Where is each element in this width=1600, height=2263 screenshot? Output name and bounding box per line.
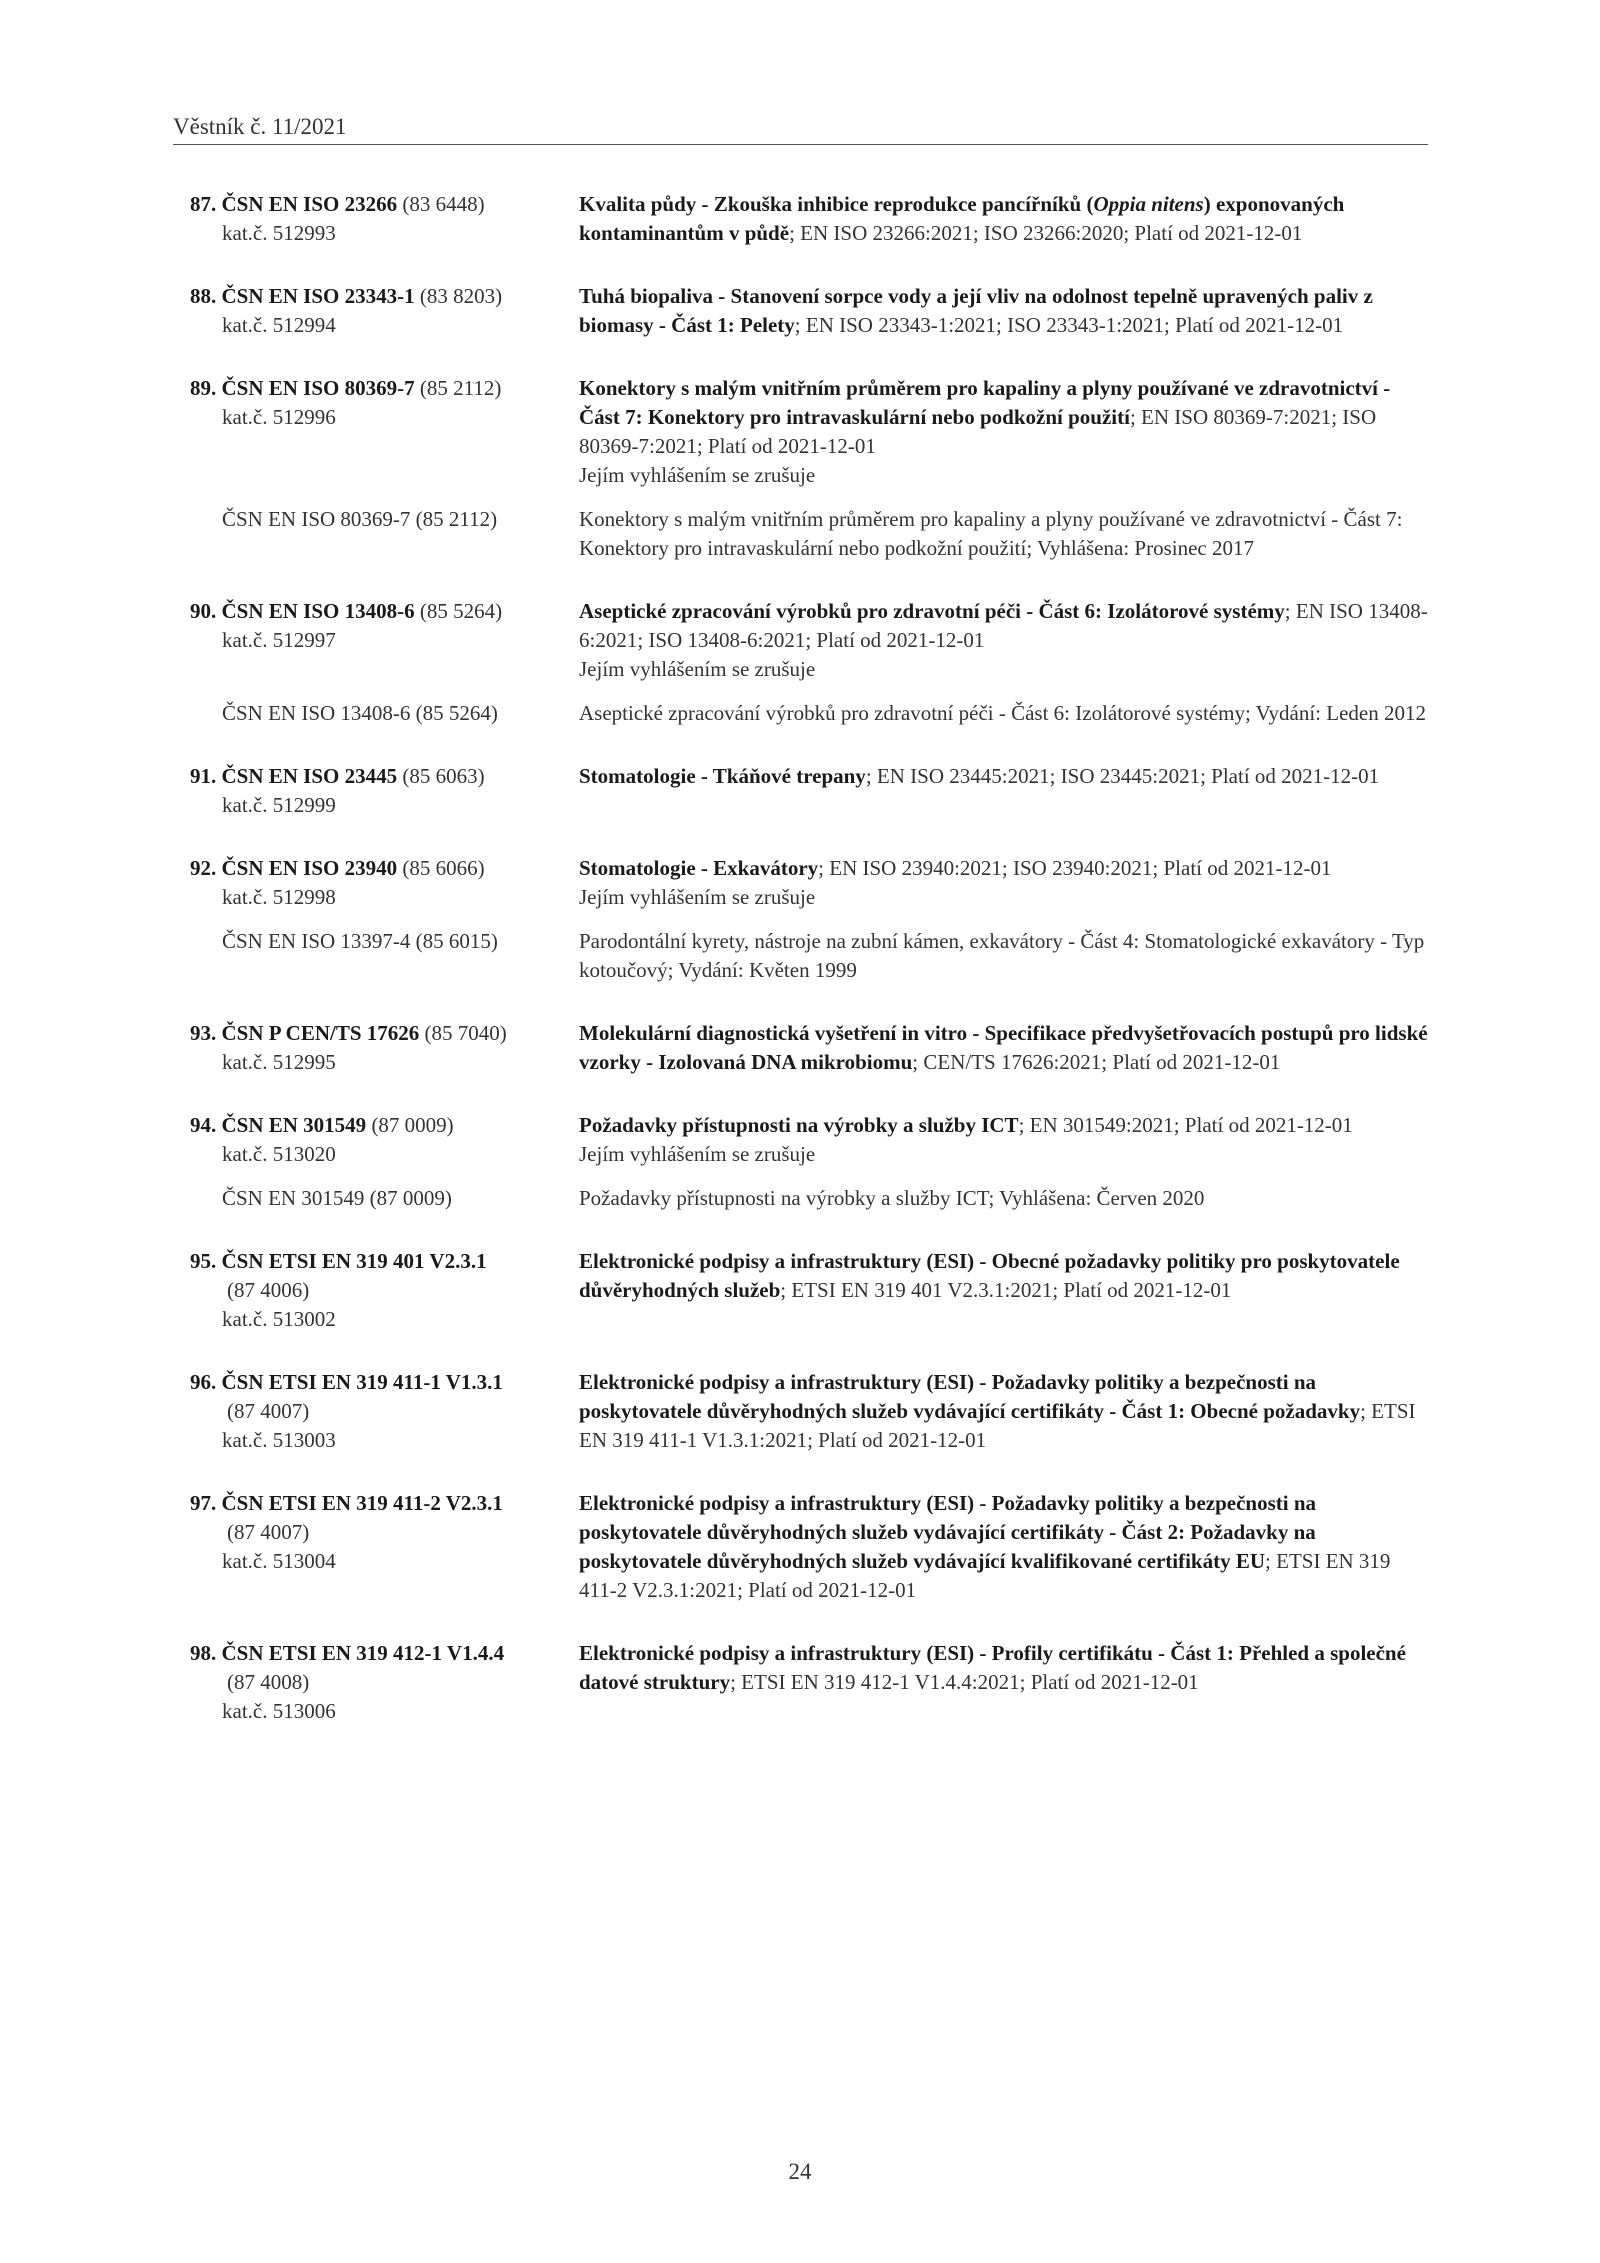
standard-entry — [173, 854, 1433, 985]
catalog-number: kat.č. 512998 — [222, 885, 336, 909]
standard-code: ČSN EN ISO 13408-6 — [221, 599, 415, 623]
standard-entry — [173, 1639, 1433, 1726]
classification-number: (85 5264) — [414, 599, 503, 623]
standard-title: Konektory s malým vnitřním průměrem pro kapaliny a plyny používané ve zdravotnictví - Část 7: Konektory pro intravaskulární nebo podkožní použití — [579, 376, 1391, 429]
standard-title: Tuhá biopaliva - Stanovení sorpce vody a její vliv na odolnost tepelně upravených paliv z biomasy - Část 1: Pelety — [579, 284, 1373, 337]
standard-title: Elektronické podpisy a infrastruktury (ESI) - Požadavky politiky a bezpečnosti na poskytovatele důvěryhodných služeb vydávající certifikáty - Část 1: Obecné požadavky — [579, 1370, 1361, 1423]
replaced-standard-text: Aseptické zpracování výrobků pro zdravotní péči - Část 6: Izolátorové systémy; Vydání: Leden 2012 — [579, 701, 1426, 725]
catalog-number: kat.č. 513006 — [222, 1699, 336, 1723]
standard-description — [579, 1111, 1433, 1169]
catalog-number: kat.č. 513003 — [222, 1428, 336, 1452]
standard-code: ČSN ETSI EN 319 412-1 V1.4.4 — [221, 1641, 505, 1665]
standard-details: ; CEN/TS 17626:2021; Platí od 2021-12-01 — [912, 1050, 1281, 1074]
catalog-number: kat.č. 512993 — [222, 221, 336, 245]
standard-code: ČSN EN 301549 — [221, 1113, 367, 1137]
standard-identifier — [173, 374, 579, 490]
standard-title: Požadavky přístupnosti na výrobky a služby ICT — [579, 1113, 1019, 1137]
standard-title: Elektronické podpisy a infrastruktury (ESI) - Požadavky politiky a bezpečnosti na poskytovatele důvěryhodných služeb vydávající certifikáty - Část 2: Požadavky na poskytovatele důvěryhodných služeb vydávající kvalifikované certifikáty EU — [579, 1491, 1317, 1573]
replaced-standard-code: ČSN EN ISO 80369-7 (85 2112) — [222, 507, 498, 531]
standard-entry — [173, 1111, 1433, 1213]
standard-entry — [173, 762, 1433, 820]
replaced-standard-text: Parodontální kyrety, nástroje na zubní kámen, exkavátory - Část 4: Stomatologické exkavátory - Typ kotoučový; Vydání: Květen 1999 — [579, 929, 1425, 982]
replaced-standard — [173, 927, 1433, 985]
standard-code: ČSN EN ISO 23343-1 — [221, 284, 415, 308]
catalog-number: kat.č. 513002 — [222, 1307, 336, 1331]
standard-description — [579, 1489, 1433, 1605]
replaced-standard-code: ČSN EN 301549 (87 0009) — [222, 1186, 452, 1210]
replaced-standard-code: ČSN EN ISO 13408-6 (85 5264) — [222, 701, 498, 725]
page-number: 24 — [788, 2159, 812, 2184]
standard-details: ; EN 301549:2021; Platí od 2021-12-01 — [1018, 1113, 1353, 1137]
standard-details: ; EN ISO 23940:2021; ISO 23940:2021; Platí od 2021-12-01 — [818, 856, 1332, 880]
catalog-number: kat.č. 512994 — [222, 313, 336, 337]
standard-entry — [173, 1489, 1433, 1605]
standard-title: Kvalita půdy - Zkouška inhibice reprodukce pancířníků (Oppia nitens) exponovaných kontaminantům v půdě — [579, 192, 1345, 245]
species-name: Oppia nitens — [1093, 192, 1204, 216]
page-footer — [0, 2157, 1600, 2186]
standard-description — [579, 1019, 1433, 1077]
repeal-note: Jejím vyhlášením se zrušuje — [579, 657, 816, 681]
classification-number: (83 8203) — [414, 284, 503, 308]
standard-code: ČSN EN ISO 23445 — [221, 764, 398, 788]
entry-number: 95. — [190, 1249, 217, 1273]
standard-description — [579, 190, 1433, 248]
standard-description — [579, 1368, 1433, 1455]
standard-details: ; EN ISO 13408-6:2021; ISO 13408-6:2021; Platí od 2021-12-01 — [579, 599, 1428, 652]
standard-title: Stomatologie - Tkáňové trepany — [579, 764, 866, 788]
standard-details: ; ETSI EN 319 411-1 V1.3.1:2021; Platí od 2021-12-01 — [579, 1399, 1416, 1452]
replaced-standard — [173, 505, 1433, 563]
catalog-number: kat.č. 513020 — [222, 1142, 336, 1166]
standard-identifier — [173, 1368, 579, 1455]
journal-title: Věstník č. 11/2021 — [173, 114, 347, 139]
entry-number: 98. — [190, 1641, 217, 1665]
standard-entry — [173, 1247, 1433, 1334]
classification-number: (85 6063) — [397, 764, 485, 788]
entry-number: 91. — [190, 764, 217, 788]
standard-identifier — [173, 1489, 579, 1605]
classification-number: (83 6448) — [397, 192, 485, 216]
classification-number: (85 2112) — [414, 376, 502, 400]
standard-entry — [173, 597, 1433, 728]
entry-number: 97. — [190, 1491, 217, 1515]
standard-identifier — [173, 282, 579, 340]
classification-number: (85 6066) — [397, 856, 485, 880]
classification-number: (87 4007) — [227, 1399, 310, 1423]
standard-code: ČSN ETSI EN 319 401 V2.3.1 — [221, 1249, 487, 1273]
classification-number: (87 4007) — [227, 1520, 310, 1544]
standard-code: ČSN EN ISO 80369-7 — [221, 376, 415, 400]
standard-identifier — [173, 1247, 579, 1334]
entry-number: 87. — [190, 192, 217, 216]
standard-code: ČSN ETSI EN 319 411-2 V2.3.1 — [221, 1491, 503, 1515]
repeal-note: Jejím vyhlášením se zrušuje — [579, 463, 816, 487]
standard-description — [579, 762, 1433, 820]
standard-title: Stomatologie - Exkavátory — [579, 856, 819, 880]
standard-description — [579, 1247, 1433, 1334]
standards-list — [173, 190, 1433, 1760]
standard-identifier — [173, 1019, 579, 1077]
standard-identifier — [173, 854, 579, 912]
standard-identifier — [173, 190, 579, 248]
standard-details: ; ETSI EN 319 412-1 V1.4.4:2021; Platí od 2021-12-01 — [730, 1670, 1199, 1694]
standard-entry — [173, 1019, 1433, 1077]
standard-identifier — [173, 762, 579, 820]
standard-description — [579, 854, 1433, 912]
classification-number: (85 7040) — [419, 1021, 507, 1045]
replaced-standard-code: ČSN EN ISO 13397-4 (85 6015) — [222, 929, 498, 953]
standard-description — [579, 597, 1433, 684]
standard-entry — [173, 374, 1433, 563]
standard-title: Elektronické podpisy a infrastruktury (ESI) - Profily certifikátu - Část 1: Přehled a společné datové struktury — [579, 1641, 1406, 1694]
standard-code: ČSN ETSI EN 319 411-1 V1.3.1 — [221, 1370, 503, 1394]
standard-details: ; EN ISO 23343-1:2021; ISO 23343-1:2021; Platí od 2021-12-01 — [794, 313, 1344, 337]
standard-details: ; EN ISO 80369-7:2021; ISO 80369-7:2021; Platí od 2021-12-01 — [579, 405, 1377, 458]
standard-identifier — [173, 1111, 579, 1169]
entry-number: 96. — [190, 1370, 217, 1394]
standard-identifier — [173, 597, 579, 684]
standard-code: ČSN EN ISO 23940 — [221, 856, 398, 880]
standard-details: ; ETSI EN 319 401 V2.3.1:2021; Platí od 2021-12-01 — [780, 1278, 1232, 1302]
standard-title: Elektronické podpisy a infrastruktury (ESI) - Obecné požadavky politiky pro poskytovatele důvěryhodných služeb — [579, 1249, 1400, 1302]
journal-header — [173, 112, 1428, 145]
standard-code: ČSN P CEN/TS 17626 — [221, 1021, 420, 1045]
classification-number: (87 4008) — [227, 1670, 310, 1694]
standard-entry — [173, 190, 1433, 248]
standard-details: ; EN ISO 23445:2021; ISO 23445:2021; Platí od 2021-12-01 — [865, 764, 1380, 788]
standard-description — [579, 374, 1433, 490]
replaced-standard-text: Požadavky přístupnosti na výrobky a služby ICT; Vyhlášena: Červen 2020 — [579, 1186, 1205, 1210]
standard-identifier — [173, 1639, 579, 1726]
entry-number: 93. — [190, 1021, 217, 1045]
catalog-number: kat.č. 512996 — [222, 405, 336, 429]
catalog-number: kat.č. 513004 — [222, 1549, 336, 1573]
entry-number: 88. — [190, 284, 217, 308]
entry-number: 94. — [190, 1113, 217, 1137]
catalog-number: kat.č. 512999 — [222, 793, 336, 817]
replaced-standard — [173, 699, 1433, 728]
classification-number: (87 4006) — [227, 1278, 310, 1302]
standard-title: Aseptické zpracování výrobků pro zdravotní péči - Část 6: Izolátorové systémy — [579, 599, 1285, 623]
standard-title: Molekulární diagnostická vyšetření in vitro - Specifikace předvyšetřovacích postupů pro lidské vzorky - Izolovaná DNA mikrobiomu — [579, 1021, 1428, 1074]
standard-details: ; ETSI EN 319 411-2 V2.3.1:2021; Platí od 2021-12-01 — [579, 1549, 1391, 1602]
repeal-note: Jejím vyhlášením se zrušuje — [579, 1142, 816, 1166]
standard-code: ČSN EN ISO 23266 — [221, 192, 398, 216]
entry-number: 90. — [190, 599, 217, 623]
repeal-note: Jejím vyhlášením se zrušuje — [579, 885, 816, 909]
replaced-standard — [173, 1184, 1433, 1213]
standard-entry — [173, 1368, 1433, 1455]
standard-description — [579, 282, 1433, 340]
standard-entry — [173, 282, 1433, 340]
standard-description — [579, 1639, 1433, 1726]
catalog-number: kat.č. 512997 — [222, 628, 336, 652]
classification-number: (87 0009) — [366, 1113, 454, 1137]
entry-number: 92. — [190, 856, 217, 880]
entry-number: 89. — [190, 376, 217, 400]
replaced-standard-text: Konektory s malým vnitřním průměrem pro kapaliny a plyny používané ve zdravotnictví - Část 7: Konektory pro intravaskulární nebo podkožní použití; Vyhlášena: Prosinec 2017 — [579, 507, 1403, 560]
catalog-number: kat.č. 512995 — [222, 1050, 336, 1074]
standard-details: ; EN ISO 23266:2021; ISO 23266:2020; Platí od 2021-12-01 — [789, 221, 1303, 245]
